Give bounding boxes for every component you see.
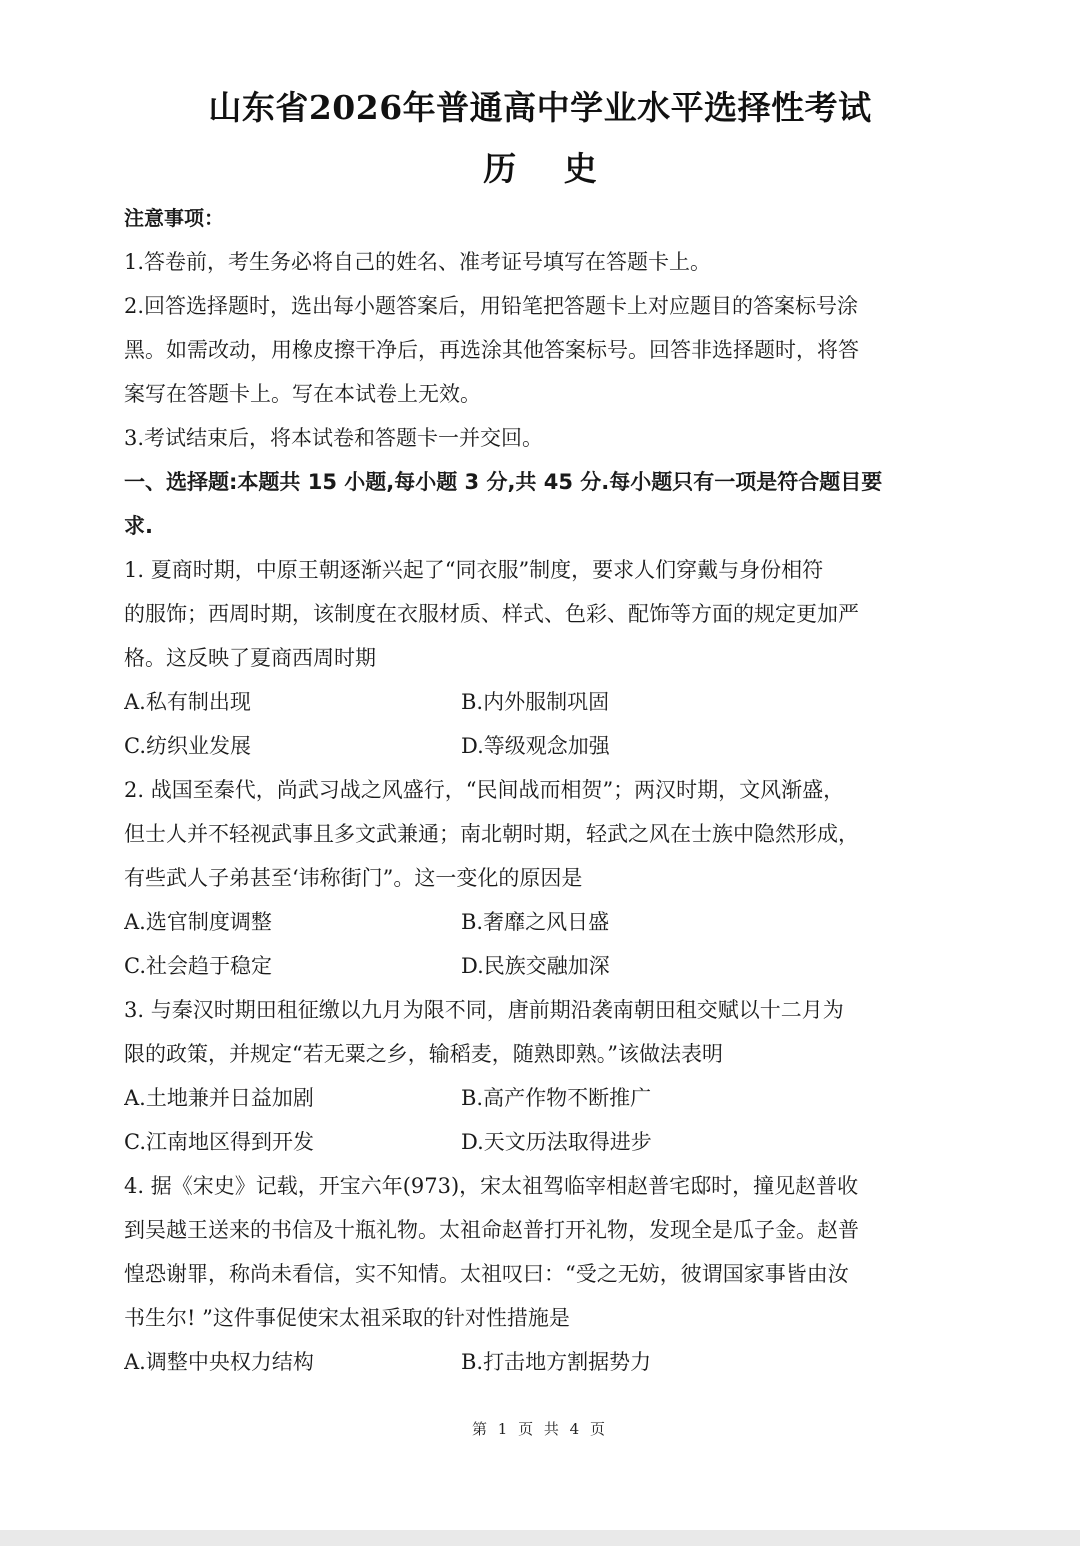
- option-row: [124, 724, 910, 768]
- option-a: A.调整中央权力结构: [124, 1350, 314, 1374]
- question-text: 格。这反映了夏商西周时期: [124, 646, 376, 670]
- notice-line: 案写在答题卡上。写在本试卷上无效。: [124, 382, 481, 406]
- option-c: C.社会趋于稳定: [124, 954, 272, 978]
- question-4: [124, 1164, 910, 1384]
- question-2: [124, 768, 910, 988]
- notice-heading: 注意事项：: [124, 206, 224, 230]
- question-text: 2. 战国至秦代，尚武习战之风盛行，“民间战而相贺”；两汉时期，文风渐盛，: [124, 778, 845, 802]
- question-text: 但士人并不轻视武事且多文武兼通；南北朝时期，轻武之风在士族中隐然形成，: [124, 822, 859, 846]
- option-row: [124, 1340, 910, 1384]
- question-text: 书生尔! ”这件事促使宋太祖采取的针对性措施是: [124, 1306, 570, 1330]
- subject-title: 历 史: [483, 149, 615, 188]
- option-row: [124, 944, 910, 988]
- question-text: 有些武人子弟甚至‘讳称街门”。这一变化的原因是: [124, 866, 583, 890]
- question-text: 限的政策，并规定“若无粟之乡，输稻麦，随熟即熟。”该做法表明: [124, 1042, 723, 1066]
- question-text: 的服饰；西周时期，该制度在衣服材质、样式、色彩、配饰等方面的规定更加严: [124, 602, 859, 626]
- option-a: A.选官制度调整: [124, 910, 272, 934]
- exam-title: 山东省2026年普通高中学业水平选择性考试: [208, 88, 872, 127]
- question-text: 3. 与秦汉时期田租征缴以九月为限不同，唐前期沿袭南朝田租交赋以十二月为: [124, 998, 844, 1022]
- notice-line: 3.考试结束后，将本试卷和答题卡一并交回。: [124, 426, 544, 450]
- option-c: C.江南地区得到开发: [124, 1130, 314, 1154]
- section-heading-cont: 求.: [124, 514, 153, 538]
- option-d: D.民族交融加深: [461, 954, 610, 978]
- option-d: D.天文历法取得进步: [461, 1130, 652, 1154]
- option-row: [124, 900, 910, 944]
- option-b: B.高产作物不断推广: [461, 1086, 652, 1110]
- option-row: [124, 680, 910, 724]
- exam-content: [124, 196, 910, 1384]
- option-b: B.打击地方割据势力: [461, 1350, 652, 1374]
- option-c: C.纺织业发展: [124, 734, 251, 758]
- option-a: A.土地兼并日益加剧: [124, 1086, 314, 1110]
- viewer-bottom-edge: [0, 1530, 1080, 1546]
- question-1: [124, 548, 910, 768]
- question-text: 4. 据《宋史》记载，开宝六年(973)，宋太祖驾临宰相赵普宅邸时，撞见赵普收: [124, 1174, 859, 1198]
- option-b: B.内外服制巩固: [461, 690, 610, 714]
- question-3: [124, 988, 910, 1164]
- page-number: 第 1 页 共 4 页: [472, 1420, 608, 1438]
- notice-line: 2.回答选择题时，选出每小题答案后，用铅笔把答题卡上对应题目的答案标号涂: [124, 294, 859, 318]
- option-b: B.奢靡之风日盛: [461, 910, 610, 934]
- option-a: A.私有制出现: [124, 690, 251, 714]
- question-text: 1. 夏商时期，中原王朝逐渐兴起了“同衣服”制度，要求人们穿戴与身份相符: [124, 558, 824, 582]
- option-d: D.等级观念加强: [461, 734, 610, 758]
- question-text: 到吴越王送来的书信及十瓶礼物。太祖命赵普打开礼物，发现全是瓜子金。赵普: [124, 1218, 859, 1242]
- question-text: 惶恐谢罪，称尚未看信，实不知情。太祖叹曰：“受之无妨，彼谓国家事皆由汝: [124, 1262, 849, 1286]
- option-row: [124, 1076, 910, 1120]
- section-heading: 一、选择题:本题共 15 小题,每小题 3 分,共 45 分.每小题只有一项是符合题目要: [124, 470, 883, 494]
- notice-line: 黑。如需改动，用橡皮擦干净后，再选涂其他答案标号。回答非选择题时，将答: [124, 338, 859, 362]
- option-row: [124, 1120, 910, 1164]
- notice-line: 1.答卷前，考生务必将自己的姓名、准考证号填写在答题卡上。: [124, 250, 712, 274]
